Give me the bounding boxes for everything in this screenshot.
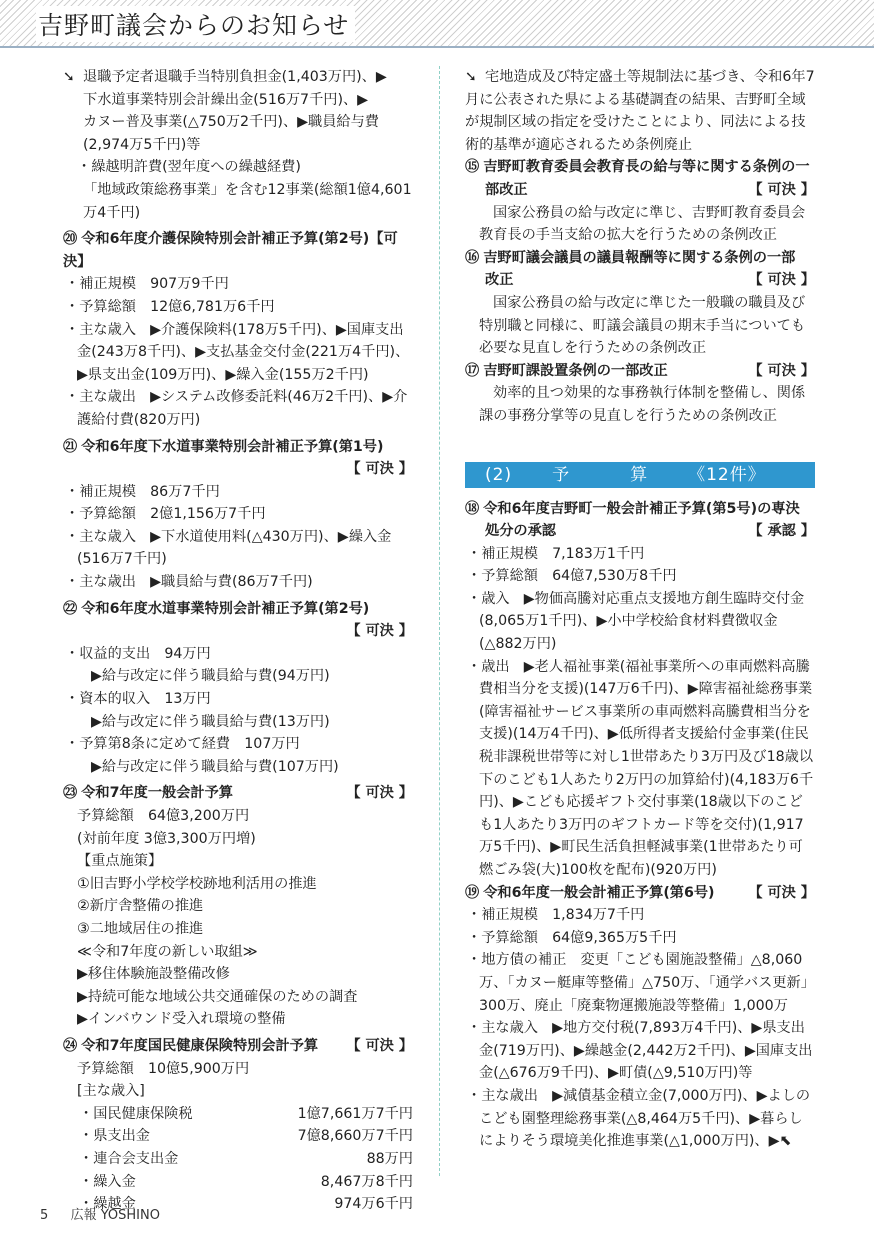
row-value: 1億7,661万7千円 bbox=[297, 1105, 413, 1122]
bullet: ・予算総額 64億9,365万5千円 bbox=[467, 929, 677, 946]
text-line: ②新庁舎整備の推進 bbox=[77, 898, 204, 915]
continued-text bbox=[63, 66, 413, 156]
header-rule bbox=[0, 46, 874, 48]
item-number: ⑰ bbox=[465, 362, 480, 379]
page-footer bbox=[40, 1204, 160, 1223]
text-line: 予算総額 64億3,200万円 bbox=[77, 808, 250, 824]
bullet: ・主な歳出 ▶システム改修委託料(46万2千円)、▶介護給付費(820万円) bbox=[65, 389, 408, 428]
item-title: 吉野町課設置条例の一部改正 bbox=[483, 362, 668, 379]
result-badge: 【 可決 】 bbox=[346, 461, 413, 478]
bullet: ・主な歳入 ▶下水道使用料(△430万円)、▶繰入金(516万7千円) bbox=[65, 528, 392, 568]
item-17-heading bbox=[465, 360, 815, 383]
continues-arrow-icon: ⬉ bbox=[779, 1133, 792, 1150]
text-line: ▶移住体験施設整備改修 bbox=[77, 966, 230, 983]
continued-arrow-icon: ➘ bbox=[63, 69, 75, 85]
bullet: ・収益的支出 94万円 bbox=[65, 645, 211, 662]
sub-bullet: ▶給与改定に伴う職員給与費(94万円) bbox=[91, 668, 330, 685]
column-divider bbox=[439, 66, 440, 1176]
item-title: 令和7年度国民健康保険特別会計予算 bbox=[81, 1037, 319, 1054]
magazine-name: 広報 YOSHINO bbox=[70, 1208, 160, 1223]
item-number: ⑳ bbox=[63, 231, 78, 248]
carryover-detail: 「地域政策総務事業」を含む12事業(総額1億4,601万4千円) bbox=[83, 181, 412, 221]
item-20-heading bbox=[63, 228, 413, 273]
item-15-heading-cont bbox=[465, 179, 815, 202]
row-value: 974万6千円 bbox=[334, 1196, 413, 1213]
continued-arrow-icon: ➘ bbox=[465, 69, 477, 85]
item-number: ⑯ bbox=[465, 249, 480, 266]
text-line: (対前年度 3億3,300万円増) bbox=[77, 830, 256, 847]
bullet: ・補正規模 86万7千円 bbox=[65, 483, 220, 500]
row-value: 7億8,660万7千円 bbox=[297, 1128, 413, 1145]
text-line: 下水道事業特別会計繰出金(516万7千円)、▶ bbox=[83, 91, 369, 108]
bullet: ・主な歳入 ▶地方交付税(7,893万4千円)、▶県支出金(719万円)、▶繰越金(2,442万2千円)、▶国庫支出金(△676万9千円)、▶町債(△9,510万円)等 bbox=[467, 1020, 813, 1082]
bullet: ・歳入 ▶物価高騰対応重点支援地方創生臨時交付金(8,065万1千円)、▶小中学校給食材料費徴収金(△882万円) bbox=[467, 590, 805, 653]
bullet-text: ・主な歳出 ▶減債基金積立金(7,000万円)、▶よしのこども園整理総務事業(△8,464万5千円)、▶暮らしによりそう環境美化推進事業(△1,000万円)、▶ bbox=[467, 1087, 811, 1150]
bullet-continues bbox=[465, 1085, 815, 1153]
item-number: ㉔ bbox=[63, 1037, 78, 1054]
item-21-heading bbox=[63, 436, 413, 459]
row-label: ・国民健康保険税 bbox=[79, 1105, 193, 1122]
text-line: [主な歳入] bbox=[77, 1083, 145, 1100]
revenue-row bbox=[63, 1171, 413, 1194]
bullet: ・補正規模 907万9千円 bbox=[65, 276, 229, 293]
sub-bullet: ▶給与改定に伴う職員給与費(13万円) bbox=[91, 713, 330, 730]
page-title: 吉野町議会からのお知らせ bbox=[36, 6, 355, 42]
row-label: ・県支出金 bbox=[79, 1128, 150, 1145]
item-title: 令和6年度吉野町一般会計補正予算(第5号)の専決 bbox=[483, 500, 800, 517]
text-line: 退職予定者退職手当特別負担金(1,403万円)、▶ bbox=[83, 69, 387, 85]
row-label: ・繰入金 bbox=[79, 1173, 136, 1190]
item-title: 吉野町教育委員会教育長の給与等に関する条例の一 bbox=[483, 159, 810, 176]
row-value: 88万円 bbox=[366, 1150, 413, 1167]
item-title: 令和6年度一般会計補正予算(第6号) bbox=[483, 884, 715, 901]
bullet: ・補正規模 7,183万1千円 bbox=[467, 545, 645, 562]
item-18-heading bbox=[465, 498, 815, 521]
row-value: 8,467万8千円 bbox=[320, 1173, 413, 1190]
section-word: 算 bbox=[630, 464, 649, 485]
item-22-heading bbox=[63, 598, 413, 621]
revenue-row bbox=[63, 1148, 413, 1171]
item-title: 吉野町議会議員の議員報酬等に関する条例の一部 bbox=[483, 249, 796, 266]
bullet: ・主な歳入 ▶介護保険料(178万5千円)、▶国庫支出金(243万8千円)、▶支払基金交付金(221万4千円)、▶県支出金(109万円)、▶繰入金(155万2千円) bbox=[65, 321, 410, 383]
item-18-heading-cont bbox=[465, 520, 815, 543]
section-word: 予 bbox=[552, 464, 571, 485]
text-line: ①旧吉野小学校学校跡地利活用の推進 bbox=[77, 875, 317, 892]
item-number: ⑮ bbox=[465, 159, 480, 176]
left-column bbox=[63, 66, 413, 1216]
result-badge: 【 承認 】 bbox=[748, 523, 815, 540]
bullet: ・予算総額 2億1,156万7千円 bbox=[65, 506, 266, 523]
result-badge: 【 可決 】 bbox=[748, 884, 815, 901]
item-23-heading bbox=[63, 782, 413, 805]
item-16-heading-cont bbox=[465, 269, 815, 292]
section-count: 《12件》 bbox=[688, 464, 766, 485]
bullet: ・予算総額 64億7,530万8千円 bbox=[467, 568, 677, 585]
item-body: 国家公務員の給与改定に準じた一般職の職員及び特別職と同様に、町議会議員の期末手当についても必要な見直しを行うための条例改正 bbox=[479, 294, 806, 357]
text-line: ▶持続可能な地域公共交通確保のための調査 bbox=[77, 988, 358, 1005]
text-line: 予算総額 10億5,900万円 bbox=[77, 1060, 250, 1077]
text-line: カヌー普及事業(△750万2千円)、▶職員給与費 bbox=[83, 114, 379, 131]
revenue-row bbox=[63, 1103, 413, 1126]
item-title: 改正 bbox=[485, 272, 514, 289]
section-banner-budget bbox=[465, 462, 815, 488]
item-title: 部改正 bbox=[485, 181, 528, 198]
item-16-heading bbox=[465, 247, 815, 270]
item-number: ⑱ bbox=[465, 500, 480, 517]
result-badge: 【 可決 】 bbox=[748, 272, 815, 289]
header-band bbox=[0, 0, 874, 46]
item-body: 効率的且つ効果的な事務執行体制を整備し、関係課の事務分掌等の見直しを行うための条例改正 bbox=[479, 385, 806, 424]
item-title: 令和7年度一般会計予算 bbox=[81, 785, 233, 802]
result-badge: 【 可決 】 bbox=[748, 181, 815, 198]
result-badge: 【 可決 】 bbox=[748, 362, 815, 379]
sub-bullet: ▶給与改定に伴う職員給与費(107万円) bbox=[91, 758, 339, 775]
text-line: ▶インバウンド受入れ環境の整備 bbox=[77, 1011, 286, 1028]
result-badge: 【 可決 】 bbox=[346, 623, 413, 640]
row-label: ・連合会支出金 bbox=[79, 1150, 179, 1167]
text-line: (2,974万5千円)等 bbox=[83, 136, 201, 153]
item-19-heading bbox=[465, 882, 815, 905]
bullet: ・主な歳出 ▶職員給与費(86万7千円) bbox=[65, 574, 313, 591]
item-number: ⑲ bbox=[465, 884, 480, 901]
text-line: ③二地域居住の推進 bbox=[77, 920, 204, 937]
page-number: 5 bbox=[40, 1208, 49, 1223]
text-line: 【重点施策】 bbox=[77, 853, 163, 870]
result-badge: 【 可決 】 bbox=[346, 1037, 413, 1054]
item-title: 令和6年度下水道事業特別会計補正予算(第1号) bbox=[81, 438, 384, 455]
item-title: 令和6年度水道事業特別会計補正予算(第2号) bbox=[81, 600, 370, 617]
right-column bbox=[465, 66, 815, 1153]
bullet: ・歳出 ▶老人福祉事業(福祉事業所への車両燃料高騰費相当分を支援)(147万6千円)、▶障害福祉総務事業(障害福祉サービス事業所の車両燃料高騰費相当分を支援)(14万4千円)、▶低所得者支援給付金事業(住民税非課税世帯等に対し1世帯あたり3万円及び18歳以下のこども1人あたり2万円の加算給付)(4,183万6千円)、▶こども応援ギフト交付事業(18歳以下のこども1人あたり3万円のギフトカード等を交付)(1,917万5千円)、▶町民生活負担軽減事業(1世帯あたり可燃ごみ袋(大)100枚を配布)(920万円) bbox=[467, 658, 814, 878]
item-number: ㉑ bbox=[63, 438, 78, 455]
bullet: ・補正規模 1,834万7千円 bbox=[467, 907, 645, 924]
revenue-row bbox=[63, 1125, 413, 1148]
item-number: ㉒ bbox=[63, 600, 78, 617]
row-label: ・繰越金 bbox=[79, 1196, 136, 1213]
item-body: 国家公務員の給与改定に準じ、吉野町教育委員会教育長の手当支給の拡大を行うための条例改正 bbox=[479, 204, 806, 244]
item-title: 令和6年度介護保険特別会計補正予算(第2号)【可決】 bbox=[63, 231, 398, 270]
bullet: ・予算第8条に定めて経費 107万円 bbox=[65, 736, 300, 753]
result-badge: 【 可決 】 bbox=[346, 785, 413, 802]
continued-text bbox=[465, 66, 815, 156]
bullet: ・資本的収入 13万円 bbox=[65, 691, 211, 708]
text-line: 宅地造成及び特定盛土等規制法に基づき、令和6年7月に公表された県による基礎調査の結果、吉野町全域が規制区域の指定を受けたことにより、同法による技術的基準が適応されるため条例廃止 bbox=[465, 69, 815, 153]
bullet: ・地方債の補正 変更「こども園施設整備」△8,060万、「カヌー艇庫等整備」△750万、「通学バス更新」300万、廃止「廃棄物運搬施設等整備」1,000万 bbox=[467, 952, 815, 1014]
section-label: (2) bbox=[485, 464, 513, 485]
carryover-line: ・繰越明許費(翌年度への繰越経費) bbox=[77, 159, 301, 176]
item-number: ㉓ bbox=[63, 785, 78, 802]
bullet: ・予算総額 12億6,781万6千円 bbox=[65, 298, 275, 315]
text-line: ≪令和7年度の新しい取組≫ bbox=[77, 943, 258, 960]
item-24-heading bbox=[63, 1035, 413, 1058]
item-15-heading bbox=[465, 156, 815, 179]
item-title: 処分の承認 bbox=[485, 523, 556, 540]
